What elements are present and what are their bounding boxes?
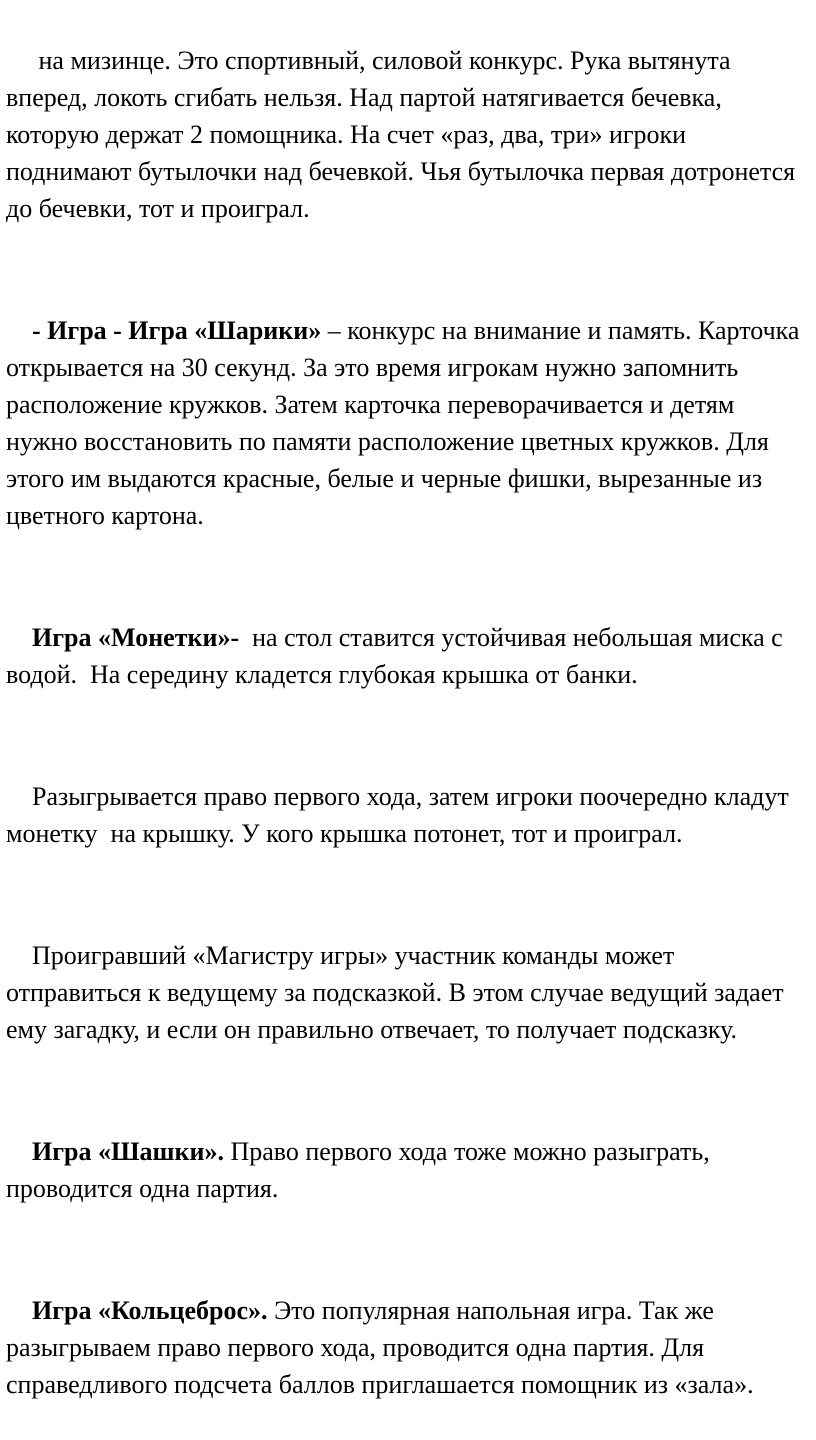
paragraph-text: Проигравший «Магистру игры» участник команды может отправиться к ведущему за подсказкой. В этом случае ведущий задает ему загадку, и если он правильно отвечает, то получает подсказку. [6, 941, 791, 1044]
paragraph-ring-toss-game [6, 1255, 810, 1440]
paragraph-balls-game [6, 275, 810, 571]
paragraph-checkers-game [6, 1096, 810, 1244]
game-title-ring-toss: Игра «Кольцеброс». [32, 1296, 268, 1325]
game-title-coins: Игра «Монетки»- [32, 623, 240, 652]
game-title-checkers: Игра «Шашки». [32, 1137, 224, 1166]
paragraph-coins-game [6, 582, 810, 730]
paragraph-text: – конкурс на внимание и память. Карточка открывается на 30 секунд. За это время игрокам нужно запомнить расположение кружков. Затем карточка переворачивается и детям нужно восстановить по памяти расположение цветных кружков. Для этого им выдаются красные, белые и черные фишки, вырезанные из цветного картона. [6, 316, 806, 530]
paragraph-first-move [6, 741, 810, 889]
paragraph-bottle-contest [6, 5, 810, 264]
game-title-balls: - Игра - Игра «Шарики» [32, 316, 322, 345]
paragraph-text: Разыгрывается право первого хода, затем игроки поочередно кладут монетку на крышку. У кого крышка потонет, тот и проиграл. [6, 782, 796, 848]
paragraph-text: на стол ставится устойчивая небольшая миска с водой. На середину кладется глубокая крышка от банки. [6, 623, 790, 689]
paragraph-hint-rule [6, 900, 810, 1085]
paragraph-text: на мизинце. Это спортивный, силовой конкурс. Рука вытянута вперед, локоть сгибать нельзя. Над партой натягивается бечевка, которую держат 2 помощника. На счет «раз, два, три» игроки поднимают бутылочки над бечевкой. Чья бутылочка первая дотронется до бечевки, тот и проиграл. [6, 46, 802, 223]
paragraph-text: Право первого хода тоже можно разыграть, проводится одна партия. [6, 1137, 717, 1203]
paragraph-text: Это популярная напольная игра. Так же разыгрываем право первого хода, проводится одна партия. Для справедливого подсчета баллов приглашается помощник из «зала». [6, 1296, 754, 1399]
